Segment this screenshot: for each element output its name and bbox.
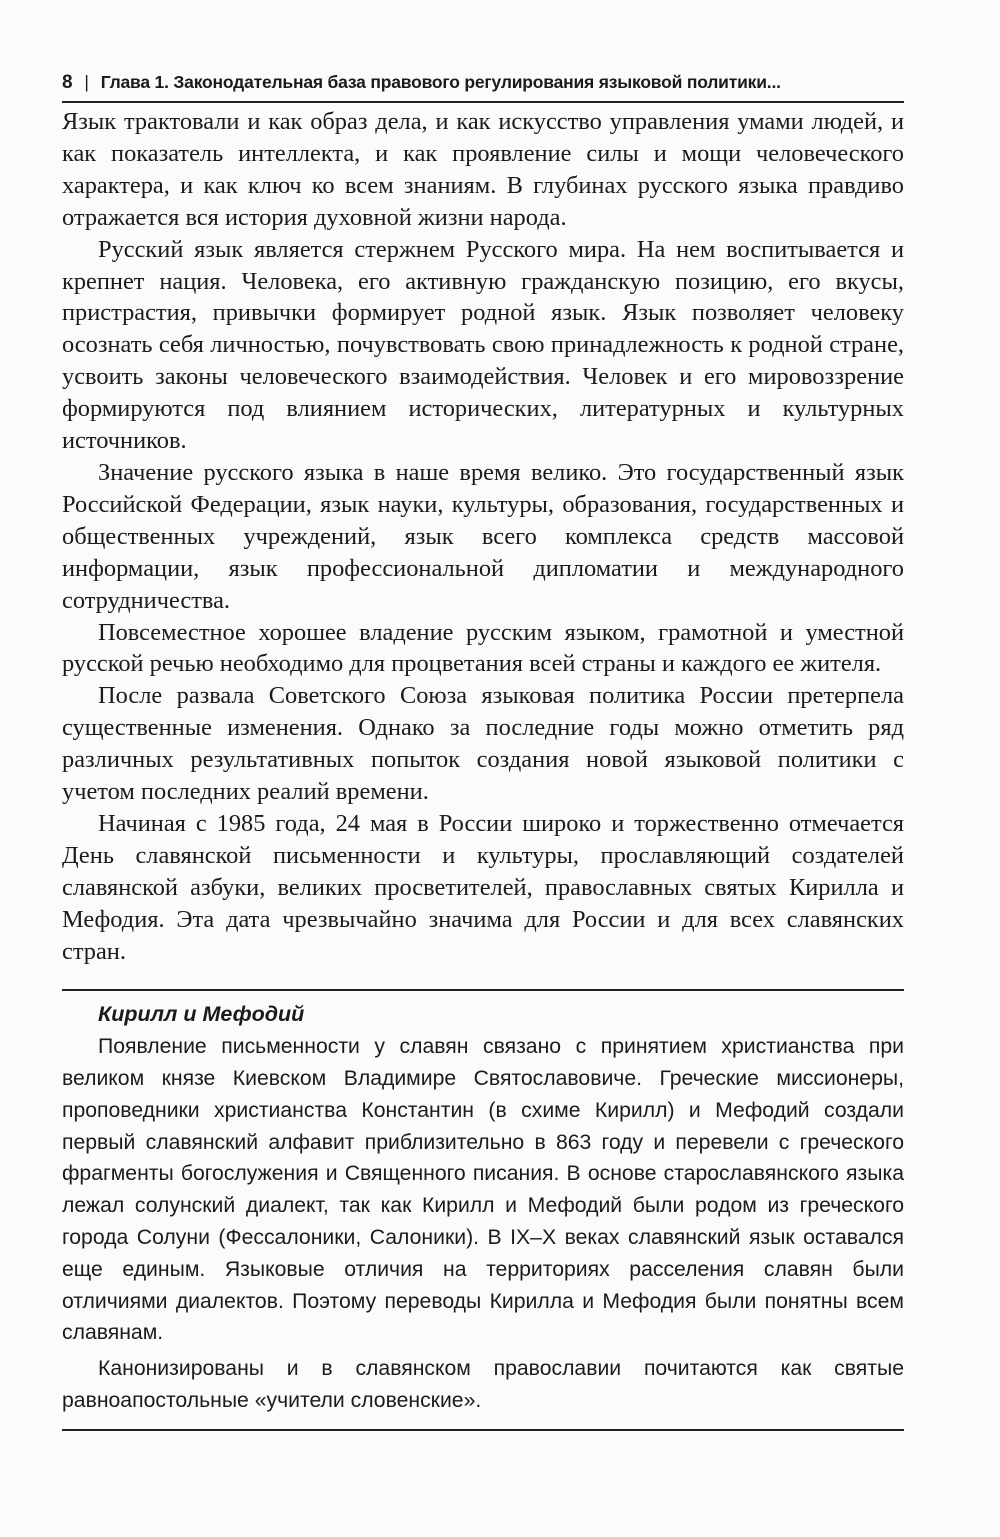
header-separator: | — [84, 72, 89, 92]
paragraph: Начиная с 1985 года, 24 мая в России широко и торжественно отмечается День славянской письменности и культуры, прославляющий создателей славянской азбуки, великих просветителей, православных святых Кирилла и Мефодия. Эта дата чрезвычайно значима для России и для всех славянских стран. — [62, 809, 904, 965]
info-box-title: Кирилл и Мефодий — [98, 1002, 305, 1027]
page-number: 8 — [62, 72, 73, 93]
book-page — [62, 72, 904, 1431]
paragraph: Повсеместное хорошее владение русским языком, грамотной и уместной русской речью необходимо для процветания всей страны и каждого ее жителя. — [62, 618, 904, 678]
info-box-paragraph: Канонизированы и в славянском православии почитаются как святые равноапостольные «учители словенские». — [62, 1357, 904, 1413]
paragraph: Русский язык является стержнем Русского мира. На нем воспитывается и крепнет нация. Человека, его активную гражданскую позицию, его вкусы, пристрастия, привычки формирует родной язык. Язык позволяет человеку осознать себя личностью, почувствовать свою принадлежность к родной стране, усвоить законы человеческого взаимодействия. Человек и его мировоззрение формируются под влиянием исторических, литературных и культурных источников. — [62, 235, 904, 455]
info-box-paragraph: Появление письменности у славян связано с принятием христианства при великом князе Киевском Владимире Святославовиче. Греческие миссионеры, проповедники христианства Константин (в схиме Кирилл) и Мефодий создали первый славянский алфавит приблизительно в 863 году и перевели с греческого фрагменты богослужения и Священного писания. В основе старославянского языка лежал солунский диалект, так как Кирилл и Мефодий были родом из греческого города Солуни (Фессалоники, Салоники). В IX–X веках славянский язык оставался еще единым. Языковые отличия на территориях расселения славян были отличиями диалектов. Поэтому переводы Кирилла и Мефодия были понятны всем славянам. — [62, 1035, 904, 1345]
paragraph: Значение русского языка в наше время велико. Это государственный язык Российской Федерации, язык науки, культуры, образования, государственных и общественных учреждений, язык всего комплекса средств массовой информации, язык профессиональной дипломатии и международного сотрудничества. — [62, 458, 904, 614]
running-header — [62, 72, 904, 103]
main-text — [62, 106, 904, 967]
chapter-title: Глава 1. Законодательная база правового регулирования языковой политики... — [100, 72, 781, 92]
paragraph: После развала Советского Союза языковая политика России претерпела существенные изменения. Однако за последние годы можно отметить ряд различных результативных попыток создания новой языковой политики с учетом последних реалий времени. — [62, 682, 904, 806]
paragraph: Язык трактовали и как образ дела, и как искусство управления умами людей, и как показатель интеллекта, и как проявление силы и мощи человеческого характера, и как ключ ко всем знаниям. В глубинах русского языка правдиво отражается вся история духовной жизни народа. — [62, 108, 904, 231]
info-box — [62, 989, 904, 1430]
